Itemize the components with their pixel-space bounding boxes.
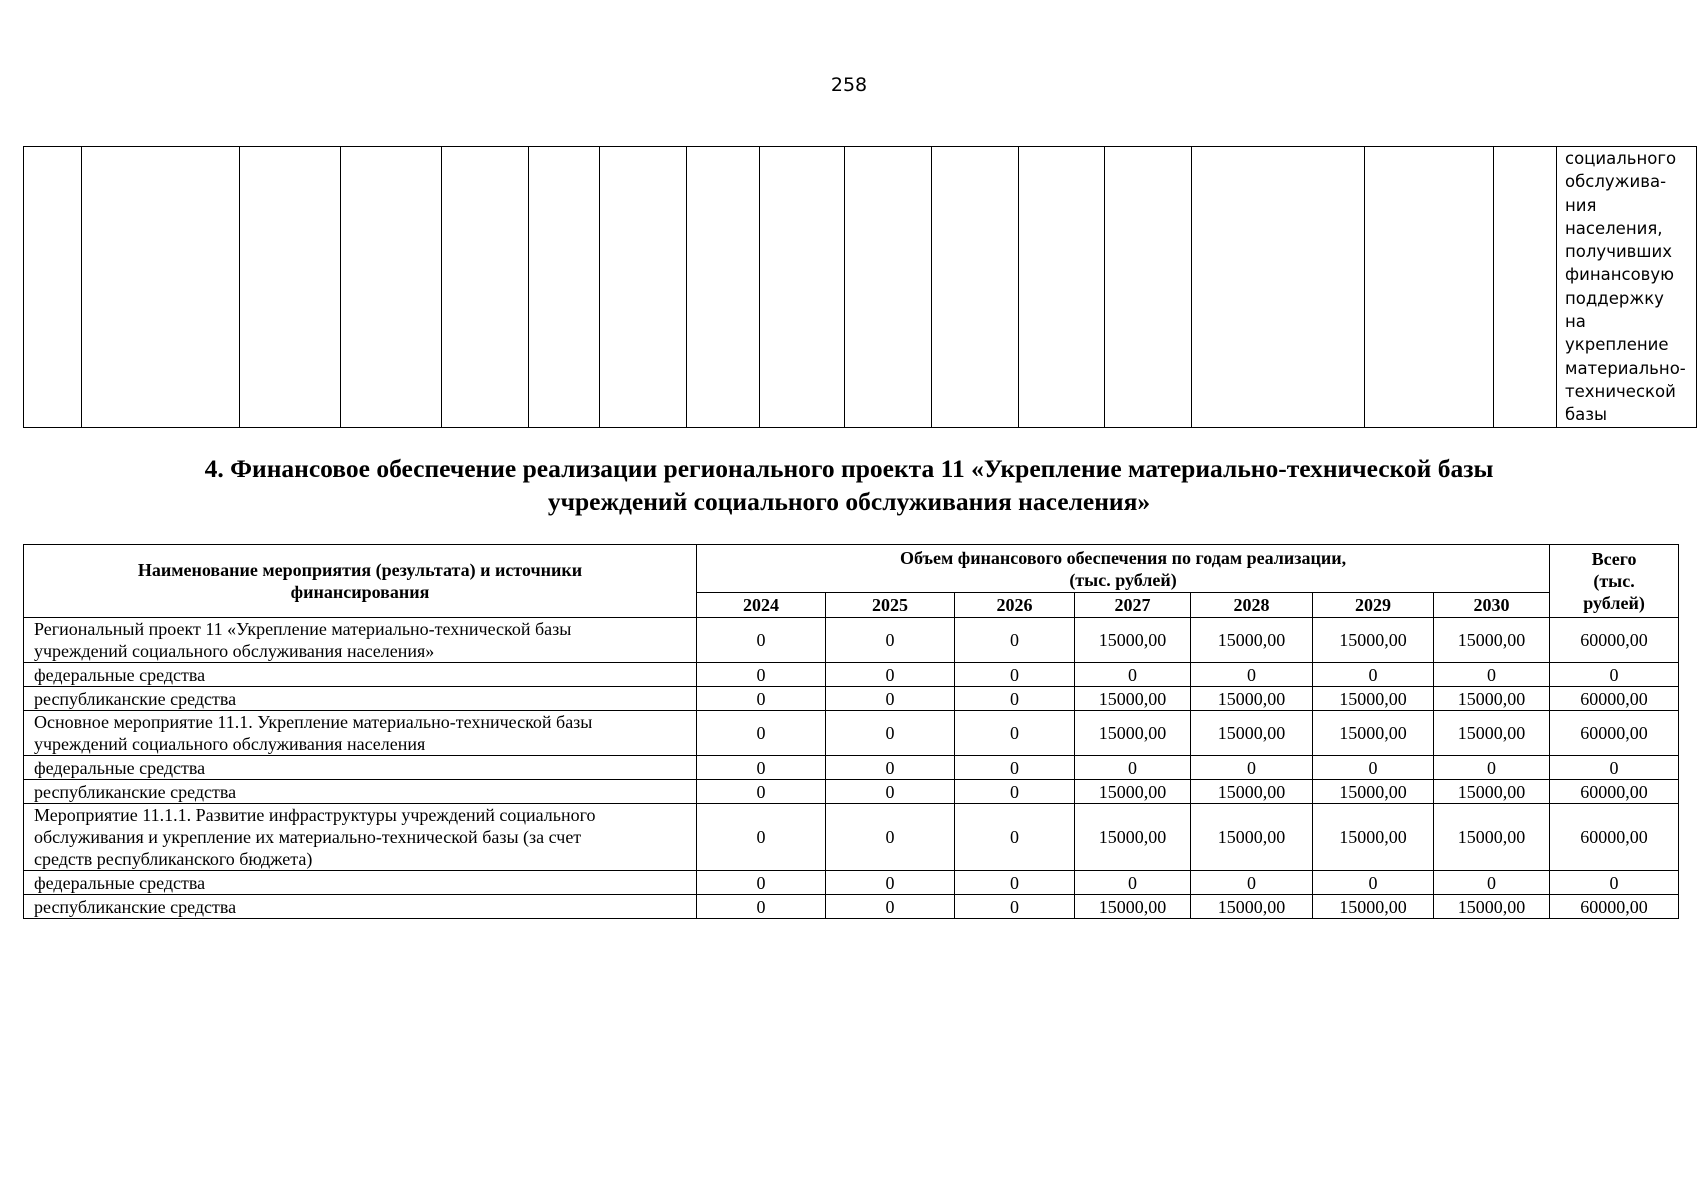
- year-value-cell: 0: [1313, 756, 1434, 780]
- year-value-cell: 0: [1075, 756, 1191, 780]
- year-value-cell: 15000,00: [1434, 804, 1550, 871]
- continuation-text-line: поддержку: [1565, 288, 1664, 308]
- total-value-cell: 60000,00: [1550, 711, 1679, 756]
- empty-cell: [845, 147, 932, 428]
- empty-cell: [1494, 147, 1557, 428]
- year-value-cell: 0: [1434, 871, 1550, 895]
- year-value-cell: 15000,00: [1313, 895, 1434, 919]
- row-name-line: Региональный проект 11 «Укрепление материально-технической базы: [34, 619, 572, 639]
- year-header: 2026: [955, 593, 1075, 618]
- year-value-cell: 15000,00: [1313, 618, 1434, 663]
- year-value-cell: 0: [955, 663, 1075, 687]
- empty-cell: [600, 147, 687, 428]
- continuation-text-line: материально-: [1565, 358, 1686, 378]
- continuation-table: [23, 146, 1697, 428]
- year-value-cell: 15000,00: [1313, 804, 1434, 871]
- table-row: [24, 663, 1679, 687]
- continuation-text-line: финансовую: [1565, 265, 1675, 285]
- year-value-cell: 0: [1313, 663, 1434, 687]
- empty-cell: [1019, 147, 1105, 428]
- year-value-cell: 15000,00: [1434, 780, 1550, 804]
- header-volume-cell: [697, 545, 1550, 593]
- continuation-text-line: населения,: [1565, 218, 1663, 238]
- year-value-cell: 15000,00: [1191, 895, 1313, 919]
- total-value-cell: 60000,00: [1550, 618, 1679, 663]
- header-total-cell: [1550, 545, 1679, 618]
- year-value-cell: 0: [826, 756, 955, 780]
- row-name-line: федеральные средства: [34, 757, 206, 778]
- row-name-line: федеральные средства: [34, 664, 206, 685]
- table-row: [24, 780, 1679, 804]
- row-name-line: учреждений социального обслуживания населения»: [34, 641, 435, 661]
- year-header: 2027: [1075, 593, 1191, 618]
- empty-cell: [442, 147, 529, 428]
- year-value-cell: 15000,00: [1313, 780, 1434, 804]
- year-value-cell: 15000,00: [1434, 618, 1550, 663]
- year-value-cell: 15000,00: [1434, 687, 1550, 711]
- year-value-cell: 0: [826, 618, 955, 663]
- header-name-line: финансирования: [290, 582, 430, 602]
- row-name-line: республиканские средства: [34, 896, 237, 917]
- year-header: 2025: [826, 593, 955, 618]
- table-row: [24, 711, 1679, 756]
- table-row: [24, 618, 1679, 663]
- header-volume-line: Объем финансового обеспечения по годам реализации,: [899, 547, 1347, 568]
- year-value-cell: 0: [955, 711, 1075, 756]
- header-name-cell: [24, 545, 697, 618]
- year-header: 2030: [1434, 593, 1550, 618]
- year-value-cell: 0: [955, 756, 1075, 780]
- continuation-text-line: на: [1565, 312, 1586, 332]
- year-value-cell: 15000,00: [1075, 711, 1191, 756]
- year-value-cell: 0: [697, 711, 826, 756]
- table-row: [24, 687, 1679, 711]
- year-value-cell: 0: [826, 804, 955, 871]
- year-value-cell: 15000,00: [1075, 804, 1191, 871]
- year-value-cell: 0: [697, 687, 826, 711]
- year-value-cell: 0: [697, 663, 826, 687]
- year-value-cell: 15000,00: [1191, 780, 1313, 804]
- header-total-line: рублей): [1583, 593, 1645, 613]
- year-value-cell: 15000,00: [1075, 895, 1191, 919]
- row-name-line: Основное мероприятие 11.1. Укрепление материально-технической базы: [34, 712, 593, 732]
- continuation-text-line: технической: [1565, 381, 1676, 401]
- empty-cell: [1365, 147, 1494, 428]
- year-value-cell: 0: [697, 895, 826, 919]
- table-row: [24, 895, 1679, 919]
- year-value-cell: 0: [955, 871, 1075, 895]
- year-value-cell: 0: [697, 756, 826, 780]
- section-title-line1: 4. Финансовое обеспечение реализации регионального проекта 11 «Укрепление материально-технической базы: [204, 454, 1494, 483]
- total-value-cell: 60000,00: [1550, 687, 1679, 711]
- header-total-line: Всего: [1591, 549, 1637, 569]
- year-value-cell: 0: [1191, 871, 1313, 895]
- page-number: 258: [830, 74, 868, 96]
- header-name-line: Наименование мероприятия (результата) и источники: [137, 560, 583, 580]
- year-value-cell: 0: [955, 780, 1075, 804]
- row-name-cell: [24, 618, 697, 663]
- year-value-cell: 0: [1075, 663, 1191, 687]
- year-value-cell: 0: [1191, 756, 1313, 780]
- continuation-text-line: ния: [1565, 195, 1597, 215]
- year-header: 2029: [1313, 593, 1434, 618]
- year-value-cell: 0: [697, 618, 826, 663]
- section-title-line2: учреждений социального обслуживания населения»: [547, 487, 1151, 516]
- row-name-cell: [24, 663, 697, 687]
- year-header: 2024: [697, 593, 826, 618]
- year-header: 2028: [1191, 593, 1313, 618]
- continuation-text: [1557, 147, 1696, 427]
- year-value-cell: 0: [955, 895, 1075, 919]
- row-name-cell: [24, 711, 697, 756]
- empty-cell: [240, 147, 341, 428]
- continuation-text-line: получивших: [1565, 242, 1672, 262]
- year-value-cell: 15000,00: [1191, 804, 1313, 871]
- continuation-text-line: обслужива-: [1565, 172, 1667, 192]
- year-value-cell: 15000,00: [1434, 711, 1550, 756]
- finance-table: [23, 544, 1679, 919]
- year-value-cell: 15000,00: [1313, 711, 1434, 756]
- row-name-cell: [24, 780, 697, 804]
- row-name-line: средств республиканского бюджета): [34, 849, 313, 869]
- row-name-line: республиканские средства: [34, 688, 237, 709]
- row-name-cell: [24, 871, 697, 895]
- header-total-line: (тыс.: [1593, 571, 1635, 591]
- year-value-cell: 15000,00: [1075, 780, 1191, 804]
- table-row: [24, 756, 1679, 780]
- year-value-cell: 0: [826, 871, 955, 895]
- year-value-cell: 15000,00: [1075, 618, 1191, 663]
- year-value-cell: 0: [955, 804, 1075, 871]
- year-value-cell: 0: [826, 663, 955, 687]
- continuation-row: [24, 147, 1697, 428]
- year-value-cell: 0: [1075, 871, 1191, 895]
- row-name-cell: [24, 756, 697, 780]
- year-value-cell: 15000,00: [1313, 687, 1434, 711]
- year-value-cell: 15000,00: [1191, 618, 1313, 663]
- year-value-cell: 0: [1313, 871, 1434, 895]
- continuation-text-cell: [1557, 147, 1697, 428]
- total-value-cell: 0: [1550, 756, 1679, 780]
- empty-cell: [24, 147, 82, 428]
- year-value-cell: 0: [826, 687, 955, 711]
- row-name-line: Мероприятие 11.1.1. Развитие инфраструктуры учреждений социального: [34, 805, 596, 825]
- total-value-cell: 60000,00: [1550, 780, 1679, 804]
- year-value-cell: 0: [955, 687, 1075, 711]
- year-value-cell: 15000,00: [1434, 895, 1550, 919]
- year-value-cell: 15000,00: [1191, 711, 1313, 756]
- empty-cell: [82, 147, 240, 428]
- table-row: [24, 871, 1679, 895]
- total-value-cell: 60000,00: [1550, 895, 1679, 919]
- year-value-cell: 0: [1191, 663, 1313, 687]
- year-value-cell: 0: [1434, 756, 1550, 780]
- year-value-cell: 0: [826, 780, 955, 804]
- table-row: [24, 804, 1679, 871]
- year-value-cell: 0: [1434, 663, 1550, 687]
- row-name-line: учреждений социального обслуживания населения: [34, 734, 426, 754]
- year-value-cell: 0: [826, 711, 955, 756]
- total-value-cell: 0: [1550, 663, 1679, 687]
- empty-cell: [1192, 147, 1365, 428]
- continuation-text-line: социального: [1565, 149, 1677, 168]
- empty-cell: [529, 147, 600, 428]
- row-name-cell: [24, 804, 697, 871]
- empty-cell: [687, 147, 760, 428]
- row-name-line: федеральные средства: [34, 872, 206, 893]
- section-title: [0, 452, 1698, 518]
- year-value-cell: 0: [697, 804, 826, 871]
- continuation-text-line: укрепление: [1565, 335, 1669, 355]
- row-name-cell: [24, 687, 697, 711]
- continuation-text-line: базы: [1565, 405, 1608, 425]
- year-value-cell: 0: [697, 780, 826, 804]
- year-value-cell: 15000,00: [1075, 687, 1191, 711]
- empty-cell: [760, 147, 845, 428]
- total-value-cell: 60000,00: [1550, 804, 1679, 871]
- year-value-cell: 0: [955, 618, 1075, 663]
- row-name-cell: [24, 895, 697, 919]
- total-value-cell: 0: [1550, 871, 1679, 895]
- row-name-line: республиканские средства: [34, 781, 237, 802]
- year-value-cell: 0: [826, 895, 955, 919]
- empty-cell: [341, 147, 442, 428]
- year-value-cell: 0: [697, 871, 826, 895]
- empty-cell: [932, 147, 1019, 428]
- year-value-cell: 15000,00: [1191, 687, 1313, 711]
- row-name-line: обслуживания и укрепление их материально-технической базы (за счет: [34, 827, 582, 847]
- empty-cell: [1105, 147, 1192, 428]
- header-volume-line: (тыс. рублей): [1069, 569, 1177, 590]
